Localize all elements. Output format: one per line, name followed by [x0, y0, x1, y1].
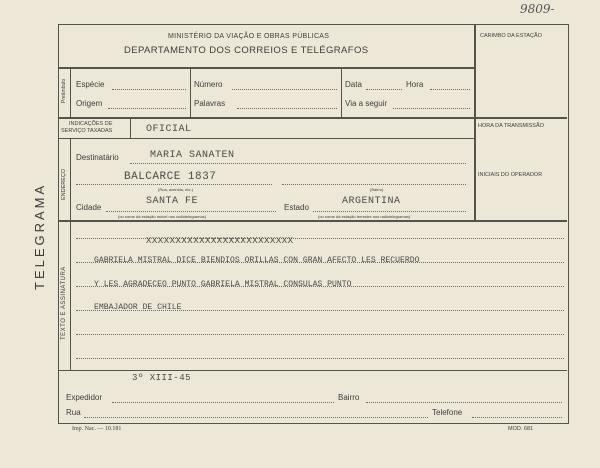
- origem-field: [108, 108, 186, 109]
- text-rule-5: [76, 334, 564, 335]
- via-label: Via a seguir: [345, 99, 388, 108]
- text-line-1: XXXXXXXXXXXXXXXXXXXXXXXXX: [146, 236, 294, 246]
- cidade-hint: (ou nome da estação móvel nos radiotelegramas): [118, 214, 207, 219]
- bairro-hint: (Bairro): [370, 187, 384, 192]
- especie-label: Espécie: [76, 80, 105, 89]
- via-field: [393, 108, 470, 109]
- street-hint: (Rua, avenida, etc.): [158, 187, 193, 192]
- reference-number: 9809-: [520, 2, 555, 16]
- rule: [58, 370, 567, 371]
- hora-label: Hora: [406, 80, 424, 89]
- expedidor-field: [112, 402, 334, 403]
- service-value: OFICIAL: [146, 124, 192, 135]
- operator-initials-label: INICIAIS DO OPERADOR: [478, 172, 543, 178]
- imprint: Imp. Nac. — 10.181: [72, 426, 122, 432]
- cidade-field: [106, 211, 276, 212]
- rua-label: Rua: [66, 408, 81, 417]
- preamble-label: Preâmbulo: [61, 78, 67, 103]
- cidade-label: Cidade: [76, 203, 102, 212]
- side-title: TELEGRAMA: [32, 182, 47, 290]
- palavras-label: Palavras: [194, 99, 226, 108]
- word-count: 3º XIII-45: [132, 373, 192, 383]
- address-label: ENDEREÇO: [61, 168, 67, 200]
- rule: [58, 220, 567, 222]
- service-label-2: SERVIÇO TAXADAS: [61, 128, 113, 134]
- destinatario-value: MARIA SANATEN: [150, 150, 235, 161]
- bairro-label: Bairro: [338, 393, 360, 402]
- rule: [70, 138, 71, 220]
- estado-value: ARGENTINA: [342, 196, 401, 207]
- department-title: DEPARTAMENTO DOS CORREIOS E TELÉGRAFOS: [124, 45, 369, 56]
- rule: [474, 117, 476, 220]
- origem-label: Origem: [76, 99, 103, 108]
- estado-hint: (ou nome da estação terrestre nos radiotelegramas): [318, 214, 411, 219]
- numero-label: Número: [194, 80, 223, 89]
- especie-field: [112, 89, 186, 90]
- hora-field: [430, 89, 470, 90]
- estado-label: Estado: [284, 203, 309, 212]
- rua-field: [84, 417, 428, 418]
- data-field: [366, 89, 402, 90]
- rule: [130, 117, 131, 138]
- expedidor-label: Expedidor: [66, 393, 103, 402]
- ministry-title: MINISTÉRIO DA VIAÇÃO E OBRAS PÚBLICAS: [168, 33, 330, 40]
- data-label: Data: [345, 80, 362, 89]
- text-line-2: GABRIELA MISTRAL DICE BIENDIOS ORILLAS CON GRAN AFECTO LES RECUERDO: [94, 256, 420, 265]
- palavras-field: [237, 108, 337, 109]
- destinatario-label: Destinatário: [76, 153, 119, 162]
- estado-field: [313, 211, 466, 212]
- rule: [58, 67, 475, 69]
- bairro-field: [282, 184, 466, 185]
- rule: [58, 138, 475, 139]
- form-frame: [58, 24, 569, 424]
- text-line-3: Y LES AGRADECEO PUNTO GABRIELA MISTRAL CONSULAS PUNTO: [94, 280, 352, 289]
- rule: [70, 67, 71, 117]
- rule: [190, 67, 191, 117]
- bairro-footer-field: [366, 402, 562, 403]
- rule: [58, 117, 567, 119]
- text-signature-label: TEXTO E ASSINATURA: [61, 266, 67, 340]
- model-number: MOD. 681: [508, 426, 534, 432]
- telefone-label: Telefone: [432, 408, 463, 417]
- telefone-field: [472, 417, 562, 418]
- rule: [341, 67, 342, 117]
- numero-field: [232, 89, 337, 90]
- cidade-value: SANTA FE: [146, 196, 199, 207]
- street-value: BALCARCE 1837: [124, 171, 217, 183]
- street-field: [76, 184, 272, 185]
- service-label-1: INDICAÇÕES DE: [69, 121, 113, 127]
- destinatario-field: [130, 163, 466, 164]
- rule: [70, 220, 71, 370]
- transmission-time-label: HORA DA TRANSMISSÃO: [478, 123, 544, 129]
- stamp-box-label: CARIMBO DA ESTAÇÃO: [480, 33, 542, 39]
- text-rule-6: [76, 358, 564, 359]
- text-line-4: EMBAJADOR DE CHILE: [94, 303, 182, 312]
